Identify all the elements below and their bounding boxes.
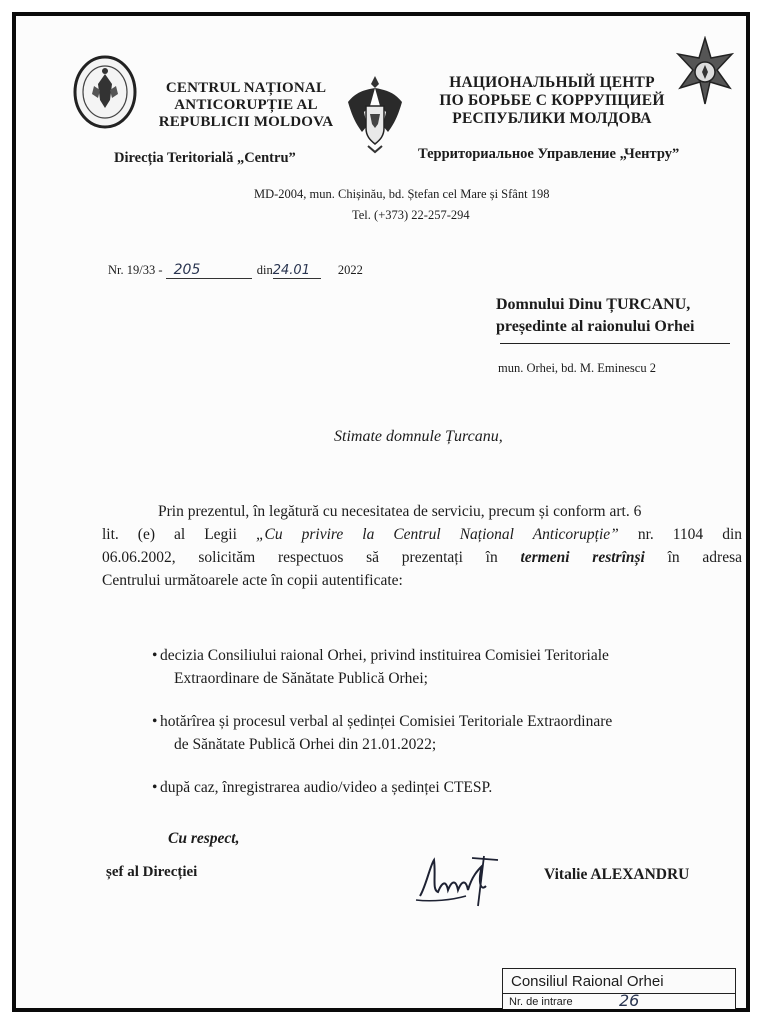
institution-name-ru-line: ПО БОРЬБЕ С КОРРУПЦИЕЙ: [439, 92, 665, 109]
bullet-line: Extraordinare de Sănătate Publică Orhei;: [174, 670, 428, 687]
body-text-run: în adresa: [644, 549, 743, 566]
reference-date-handwritten: 24.01: [273, 263, 321, 279]
reference-year: 2022: [337, 263, 363, 277]
bullet-dot-icon: •: [152, 647, 158, 664]
bullet-item: [152, 776, 740, 799]
addressee-name: Domnului Dinu ȚURCANU,: [496, 296, 691, 313]
body-line: Prin prezentul, în legătură cu necesitatea de serviciu, precum și conform art. 6: [158, 503, 642, 520]
bullet-item: [152, 710, 740, 756]
handwritten-signature: [412, 846, 508, 910]
bullet-line: decizia Consiliului raional Orhei, privind instituirea Comisiei Teritoriale: [160, 647, 609, 664]
body-paragraph: [102, 500, 742, 592]
addressee-address: mun. Orhei, bd. M. Eminescu 2: [498, 361, 656, 375]
reference-number: [108, 262, 363, 279]
stamp-entry-label: Nr. de intrare: [509, 996, 573, 1008]
institution-name-ru-line: РЕСПУБЛИКИ МОЛДОВА: [452, 110, 652, 127]
registration-stamp: [502, 968, 736, 1009]
institution-name-ru-line: НАЦИОНАЛЬНЫЙ ЦЕНТР: [449, 74, 655, 91]
institution-name-ro: [146, 80, 346, 131]
body-text-run: lit. (e) al Legii: [102, 526, 256, 543]
sender-phone: Tel. (+373) 22-257-294: [352, 208, 470, 222]
reference-prefix: Nr. 19/33 -: [108, 263, 163, 277]
bullet-line: după caz, înregistrarea audio/video a ședinței CTESP.: [160, 779, 493, 796]
addressee-block: [496, 294, 694, 338]
body-text-run: nr. 1104 din: [618, 526, 742, 543]
institution-name-ro-line: REPUBLICII MOLDOVA: [158, 114, 334, 130]
body-text-run: 06.06.2002, solicităm respectuos să prezentați în: [102, 549, 521, 566]
salutation: Stimate domnule Țurcanu,: [334, 428, 503, 445]
signatory-name: Vitalie ALEXANDRU: [544, 866, 690, 883]
signatory-role: șef al Direcției: [106, 864, 198, 880]
moldova-coat-of-arms-icon: [342, 72, 408, 154]
bullet-item: [152, 644, 740, 690]
emphasis-deadline: termeni restrînși: [520, 549, 645, 566]
addressee-divider: [500, 343, 730, 344]
body-line: [102, 546, 742, 569]
reference-number-handwritten: 205: [166, 262, 252, 279]
body-line: [102, 523, 742, 546]
bullet-dot-icon: •: [152, 779, 158, 796]
star-emblem-icon: [672, 36, 738, 108]
document-page: [12, 12, 750, 1012]
stamp-title: Consiliul Raional Orhei: [511, 973, 664, 990]
directorate-ru: Территориальное Управление „Чентру”: [418, 146, 680, 162]
bullet-line: hotărîrea și procesul verbal al ședinței Comisiei Teritoriale Extraordinare: [160, 713, 613, 730]
institution-name-ro-line: CENTRUL NAȚIONAL: [165, 80, 327, 96]
cna-emblem-icon: [72, 54, 138, 130]
law-title: „Cu privire la Centrul Național Anticorupție”: [255, 526, 619, 543]
stamp-entry-number: 26: [619, 991, 640, 1010]
institution-name-ru: [426, 74, 678, 128]
institution-name-ro-line: ANTICORUPȚIE AL: [174, 97, 318, 113]
directorate-ro: Direcția Teritorială „Centru”: [114, 150, 296, 166]
closing: Cu respect,: [168, 830, 240, 847]
bullet-dot-icon: •: [152, 713, 158, 730]
stamp-entry-row: [503, 993, 735, 1008]
body-line: Centrului următoarele acte în copii autentificate:: [102, 572, 403, 589]
reference-din-label: din: [256, 263, 273, 277]
sender-address: MD-2004, mun. Chișinău, bd. Ștefan cel Mare și Sfânt 198: [254, 187, 550, 201]
addressee-role: președinte al raionului Orhei: [496, 318, 695, 335]
bullet-line: de Sănătate Publică Orhei din 21.01.2022;: [174, 736, 437, 753]
